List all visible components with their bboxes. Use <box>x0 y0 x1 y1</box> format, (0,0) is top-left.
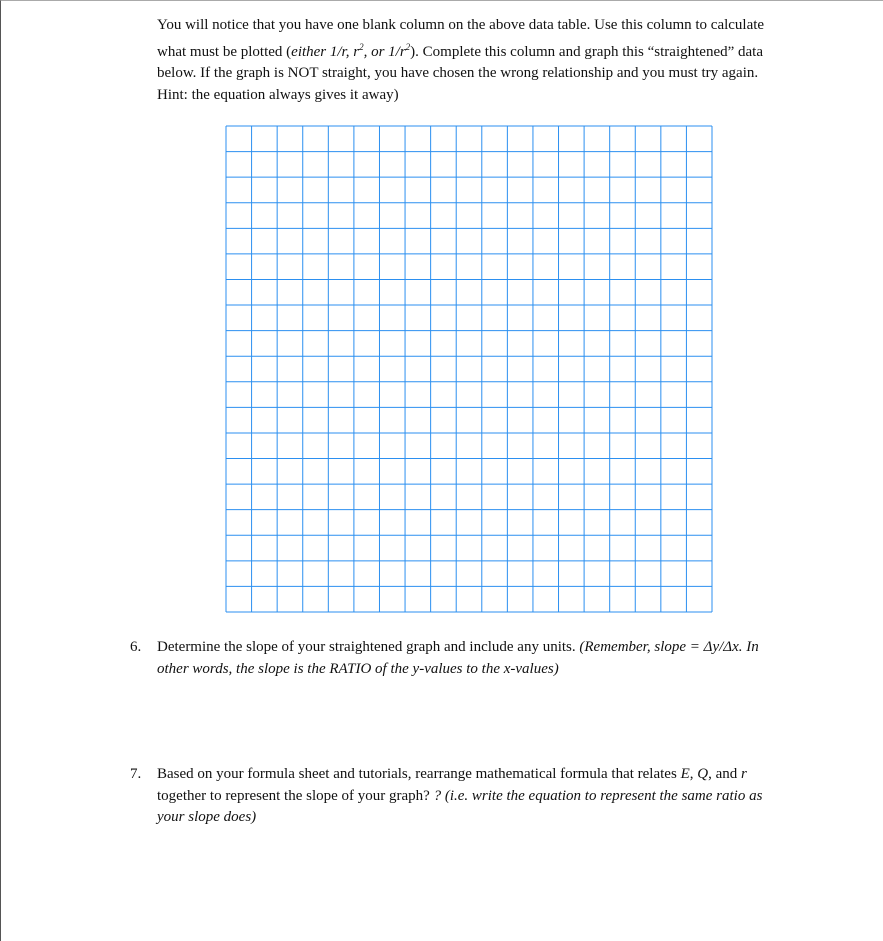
intro-text-2: ). Complete this column and graph this “straightened” data below. If the graph is NOT straight, you have chosen the wrong relationship and you must try again. Hint: the equation always gives it away) <box>157 43 763 103</box>
question-7-text-b: together to represent the slope of your graph? <box>157 787 434 804</box>
question-6-italic: (Remember, slope = Δy/Δx. In other words, the slope is the RATIO of the y-values to the x-values) <box>157 639 759 677</box>
question-6-number: 6. <box>130 639 142 655</box>
question-6-text: Determine the slope of your straightened graph and include any units. <box>157 639 580 655</box>
intro-italic-1: either 1/r, r <box>291 43 360 60</box>
question-7-var-q: Q <box>697 766 709 782</box>
question-7-sep-2: , and <box>708 766 741 782</box>
question-7-italic: ? (i.e. write the equation to represent the same ratio as your slope does) <box>157 787 763 825</box>
intro-italic-2: , or 1/r <box>363 43 406 60</box>
question-7-number: 7. <box>130 766 142 782</box>
intro-sup-2: 2 <box>405 41 411 52</box>
intro-sup-1: 2 <box>359 41 364 52</box>
question-7-text-a: Based on your formula sheet and tutorials, rearrange mathematical formula that relates <box>157 766 681 782</box>
question-7 <box>130 764 790 829</box>
question-6 <box>130 637 790 680</box>
intro-paragraph <box>157 15 787 106</box>
question-7-var-r: r <box>741 766 747 782</box>
question-7-var-e: E <box>680 766 690 782</box>
intro-text-1: You will notice that you have one blank column on the above data table. Use this column to calculate what must be plotted ( <box>157 17 765 60</box>
question-7-sep-1: , <box>689 766 698 782</box>
graph-paper-grid[interactable] <box>225 125 713 613</box>
